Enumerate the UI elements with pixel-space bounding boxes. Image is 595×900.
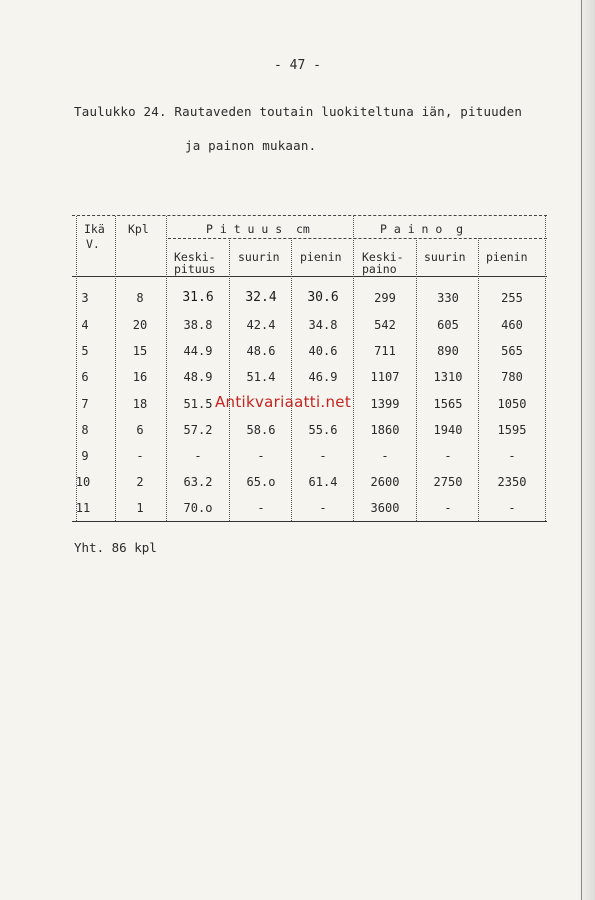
cell-length-mean: 51.5 [183, 397, 213, 411]
cell-weight-min: 1050 [497, 397, 527, 411]
cell-length-mean: 57.2 [183, 423, 213, 437]
cell-age: 9 [81, 449, 89, 463]
cell-weight-min: - [508, 449, 516, 463]
cell-age: 8 [81, 423, 89, 437]
cell-age: 11 [75, 501, 91, 515]
header-age-unit: V. [86, 237, 100, 251]
cell-length-min: 30.6 [307, 290, 339, 305]
table-caption-line-1: Taulukko 24. Rautaveden toutain luokiteltuna iän, pituuden [74, 104, 523, 119]
cell-age: 5 [81, 344, 89, 358]
cell-length-max: 48.6 [246, 344, 276, 358]
cell-age: 3 [81, 291, 89, 305]
cell-weight-mean: 299 [374, 291, 396, 305]
cell-weight-min: 1595 [497, 423, 527, 437]
header-weight-group: P a i n o g [380, 222, 464, 236]
cell-weight-mean: 711 [374, 344, 396, 358]
cell-length-max: - [257, 449, 265, 463]
cell-length-min: - [319, 501, 327, 515]
cell-kpl: 18 [132, 397, 148, 411]
cell-weight-mean: 1860 [370, 423, 400, 437]
cell-weight-max: 1940 [433, 423, 463, 437]
column-divider [478, 238, 479, 521]
cell-weight-mean: - [381, 449, 389, 463]
header-length-max: suurin [238, 250, 280, 264]
header-length-mean-2: pituus [174, 262, 216, 276]
column-divider [416, 238, 417, 521]
cell-weight-mean: 3600 [370, 501, 400, 515]
cell-length-max: 32.4 [245, 290, 277, 305]
cell-length-max: 42.4 [246, 318, 276, 332]
cell-age: 4 [81, 318, 89, 332]
cell-weight-mean: 1399 [370, 397, 400, 411]
cell-weight-min: 460 [501, 318, 523, 332]
cell-weight-max: - [444, 501, 452, 515]
cell-length-max: 58.6 [246, 423, 276, 437]
cell-kpl: 2 [136, 475, 144, 489]
table-caption-line-2: ja painon mukaan. [185, 138, 317, 153]
header-length-min: pienin [300, 250, 342, 264]
header-weight-min: pienin [486, 250, 528, 264]
cell-length-min: - [319, 449, 327, 463]
cell-length-min: 61.4 [308, 475, 338, 489]
header-weight-mean-1: Keski- [362, 250, 404, 264]
cell-weight-min: 255 [501, 291, 523, 305]
watermark-text: Antikvariaatti.net [215, 393, 352, 411]
cell-weight-mean: 1107 [370, 370, 400, 384]
column-divider [545, 216, 546, 521]
column-divider [166, 216, 167, 521]
cell-age: 7 [81, 397, 89, 411]
cell-weight-max: 330 [437, 291, 459, 305]
cell-weight-mean: 2600 [370, 475, 400, 489]
cell-kpl: 15 [132, 344, 148, 358]
cell-age: 10 [75, 475, 91, 489]
cell-weight-min: - [508, 501, 516, 515]
cell-length-min: 46.9 [308, 370, 338, 384]
total-count: Yht. 86 kpl [74, 540, 157, 555]
cell-weight-min: 2350 [497, 475, 527, 489]
header-bottom-rule [72, 276, 547, 277]
cell-length-mean: 44.9 [183, 344, 213, 358]
cell-length-mean: 38.8 [183, 318, 213, 332]
cell-weight-max: 1310 [433, 370, 463, 384]
column-divider [291, 238, 292, 521]
cell-age: 6 [81, 370, 89, 384]
cell-weight-max: - [444, 449, 452, 463]
cell-length-min: 34.8 [308, 318, 338, 332]
cell-weight-max: 1565 [433, 397, 463, 411]
page-number: - 47 - [274, 58, 321, 73]
cell-length-mean: - [194, 449, 202, 463]
header-age: Ikä [84, 222, 105, 236]
cell-kpl: 6 [136, 423, 144, 437]
cell-length-max: - [257, 501, 265, 515]
cell-length-mean: 63.2 [183, 475, 213, 489]
cell-weight-mean: 542 [374, 318, 396, 332]
header-length-mean-1: Keski- [174, 250, 216, 264]
cell-length-min: 55.6 [308, 423, 338, 437]
cell-length-max: 51.4 [246, 370, 276, 384]
cell-kpl: 20 [132, 318, 148, 332]
cell-kpl: - [136, 449, 144, 463]
header-weight-mean-2: paino [362, 262, 397, 276]
column-divider [353, 216, 354, 521]
cell-length-max: 65.o [246, 475, 276, 489]
table-top-rule [72, 215, 547, 216]
cell-weight-min: 780 [501, 370, 523, 384]
cell-weight-max: 605 [437, 318, 459, 332]
cell-weight-max: 890 [437, 344, 459, 358]
header-length-group: P i t u u s cm [206, 222, 310, 236]
cell-length-mean: 48.9 [183, 370, 213, 384]
table-bottom-rule [72, 521, 547, 522]
cell-kpl: 1 [136, 501, 144, 515]
cell-kpl: 16 [132, 370, 148, 384]
page-edge-shadow [577, 0, 595, 900]
cell-kpl: 8 [136, 291, 144, 305]
cell-length-mean: 70.o [183, 501, 213, 515]
group-header-rule [168, 238, 547, 239]
cell-weight-max: 2750 [433, 475, 463, 489]
column-divider [115, 216, 116, 521]
column-divider [229, 238, 230, 521]
cell-length-mean: 31.6 [182, 290, 214, 305]
cell-length-min: 40.6 [308, 344, 338, 358]
cell-weight-min: 565 [501, 344, 523, 358]
header-weight-max: suurin [424, 250, 466, 264]
header-count: Kpl [128, 222, 149, 236]
